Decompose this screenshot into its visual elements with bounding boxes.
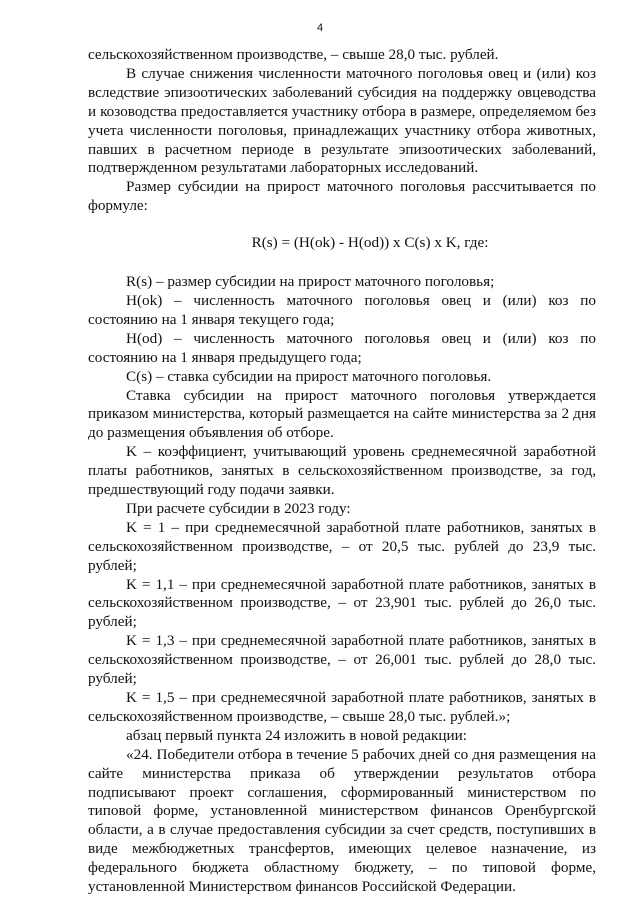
coefficient-k11: K = 1,1 – при среднемесячной заработной плате работников, занятых в сельскохозяйственном производстве, – от 23,901 тыс. рублей до 26,0 тыс. рублей; [88, 575, 596, 631]
definition-cs: C(s) – ставка субсидии на прирост маточного поголовья. [126, 367, 492, 385]
paragraph-2023: При расчете субсидии в 2023 году: [126, 499, 351, 517]
paragraph-amendment: абзац первый пункта 24 изложить в новой редакции: [126, 726, 468, 744]
paragraph-24: «24. Победители отбора в течение 5 рабочих дней со дня размещения на сайте министерства приказа об утверждении результатов отбора подписывают проект соглашения, сформированный министерством по типовой форме, установленной министерством финансов Оренбургской области, а в случае предоставления субсидии за счет средств, поступивших в виде межбюджетных трансфертов, имеющих целевое назначение, из федерального бюджета областному бюджету, – по типовой форме, установленной Министерством финансов Российской Федерации. [88, 745, 596, 896]
definition-hok: H(ok) – численность маточного поголовья овец и (или) коз по состоянию на 1 января текущего года; [88, 291, 596, 328]
document-body [88, 46, 596, 897]
coefficient-k15: K = 1,5 – при среднемесячной заработной плате работников, занятых в сельскохозяйственном производстве, – свыше 28,0 тыс. рублей.»; [88, 689, 596, 725]
paragraph-epizootic: В случае снижения численности маточного поголовья овец и (или) коз вследствие эпизоотических заболеваний субсидия на поддержку овцеводства и козоводства предоставляется участнику отбора в размере, определяемом без учета численности поголовья, принадлежащих участнику отбора животных, павших в расчетном периоде в результате эпизоотических заболеваний, подтвержденном результатами лабораторных исследований. [88, 64, 596, 177]
definition-rs: R(s) – размер субсидии на прирост маточного поголовья; [126, 273, 495, 291]
definition-hod: H(od) – численность маточного поголовья овец и (или) коз по состоянию на 1 января предыдущего года; [88, 329, 596, 366]
paragraph-continuation: сельскохозяйственном производстве, – свыше 28,0 тыс. рублей. [88, 46, 499, 63]
paragraph-rate: Ставка субсидии на прирост маточного поголовья утверждается приказом министерства, который размещается на сайте министерства за 2 дня до размещения объявления об отборе. [88, 386, 596, 442]
definition-k: K – коэффициент, учитывающий уровень среднемесячной заработной платы работников, занятых в сельскохозяйственном производстве, за год, предшествующий году подачи заявки. [88, 443, 596, 499]
paragraph-formula-intro: Размер субсидии на прирост маточного поголовья рассчитывается по формуле: [88, 178, 596, 215]
coefficient-k1: K = 1 – при среднемесячной заработной плате работников, занятых в сельскохозяйственном производстве, – от 20,5 тыс. рублей до 23,9 тыс. рублей; [88, 518, 596, 574]
formula: R(s) = (H(ok) - H(od)) x C(s) x K, где: [251, 234, 489, 252]
page-number: 4 [316, 22, 324, 34]
coefficient-k13: K = 1,3 – при среднемесячной заработной плате работников, занятых в сельскохозяйственном производстве, – от 26,001 тыс. рублей до 28,0 тыс. рублей; [88, 632, 596, 688]
